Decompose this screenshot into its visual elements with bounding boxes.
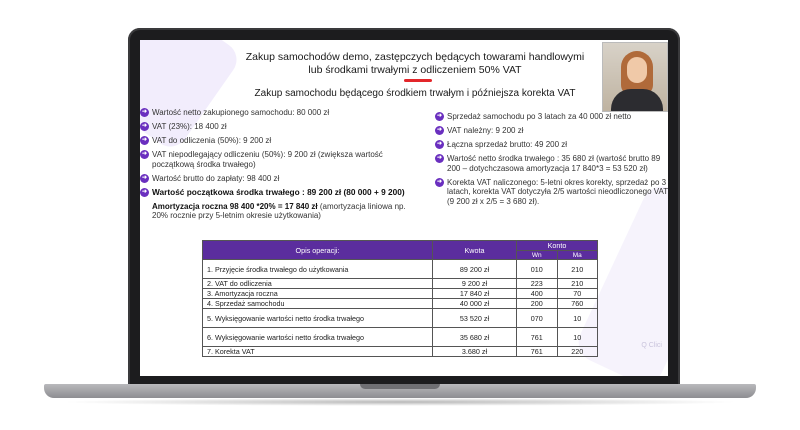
column-header-account: Konto	[517, 241, 598, 251]
cell-wn: 761	[517, 347, 558, 357]
arrow-bullet-icon: ➜	[436, 155, 443, 161]
arrow-bullet-icon: ➜	[141, 137, 148, 143]
cell-amount: 17 840 zł	[433, 289, 517, 299]
cell-amount: 40 000 zł	[433, 299, 517, 309]
cell-ma: 760	[557, 299, 598, 309]
table-row	[203, 279, 598, 289]
cell-ma: 210	[557, 260, 598, 279]
cell-ma: 220	[557, 347, 598, 357]
arrow-bullet-icon: ➜	[141, 188, 148, 195]
left-bullet-list	[140, 108, 422, 225]
list-item: ➜ VAT (23%): 18 400 zł	[141, 122, 227, 131]
cell-ma: 10	[557, 309, 598, 328]
cell-wn: 223	[517, 279, 558, 289]
laptop-notch	[360, 384, 440, 389]
cell-amount: 9 200 zł	[433, 279, 517, 289]
table-row	[203, 260, 598, 279]
arrow-bullet-icon: ➜	[436, 113, 443, 119]
column-header-amount: Kwota	[433, 241, 517, 260]
cell-ma: 70	[557, 289, 598, 299]
list-item: ➜ Sprzedaż samochodu po 3 latach za 40 000 zł netto	[436, 112, 632, 121]
watermark-logo: Q Clici	[641, 342, 662, 349]
list-item: ➜ Korekta VAT naliczonego: 5-letni okres korekty, sprzedaż po 3 latach, korekta VAT dotyczyła 2/5 wartości nieodliczonego VAT (9 200 zł x 2/5 = 3 680 zł).	[436, 177, 668, 206]
laptop-shadow	[60, 398, 740, 406]
table-row	[203, 309, 598, 328]
list-item: ➜ VAT do odliczenia (50%): 9 200 zł	[141, 136, 272, 145]
arrow-bullet-icon: ➜	[141, 174, 148, 181]
table-row	[203, 299, 598, 309]
cell-wn: 200	[517, 299, 558, 309]
list-item: ➜ Wartość netto zakupionego samochodu: 80 000 zł	[141, 108, 330, 117]
arrow-bullet-icon: ➜	[436, 178, 443, 185]
cell-amount: 3.680 zł	[433, 347, 517, 357]
cell-description: 3. Amortyzacja roczna	[203, 289, 433, 299]
right-bullet-list	[435, 112, 668, 211]
cell-wn: 761	[517, 328, 558, 347]
operations-table	[202, 240, 598, 357]
cell-description: 7. Korekta VAT	[203, 347, 433, 357]
cell-description: 4. Sprzedaż samochodu	[203, 299, 433, 309]
arrow-bullet-icon: ➜	[141, 151, 148, 157]
cell-wn: 010	[517, 260, 558, 279]
cell-description: 1. Przyjęcie środka trwałego do użytkowania	[203, 260, 433, 279]
list-item: ➜ Wartość brutto do zapłaty: 98 400 zł	[141, 173, 280, 183]
presenter-face	[627, 57, 647, 83]
slide-title-line1: Zakup samochodów demo, zastępczych będących towarami handlowymi	[245, 51, 585, 63]
webcam-video	[602, 42, 668, 112]
list-item: ➜ Łączna sprzedaż brutto: 49 200 zł	[436, 140, 568, 149]
slide-title-line2: lub środkami trwałymi z odliczeniem 50% VAT	[308, 64, 522, 76]
column-header-ma: Ma	[557, 251, 598, 260]
arrow-bullet-icon: ➜	[141, 109, 148, 115]
column-header-description: Opis operacji:	[203, 241, 433, 260]
cell-description: 5. Wyksięgowanie wartości netto środka trwałego	[203, 309, 433, 328]
arrow-bullet-icon: ➜	[436, 127, 443, 133]
arrow-bullet-icon: ➜	[436, 141, 443, 147]
list-item: ➜ Wartość netto środka trwałego : 35 680 zł (wartość brutto 89 200 – dotychczasowa amortyzacja 17 840*3 = 53 520 zł)	[436, 154, 661, 173]
slide-title	[240, 51, 590, 77]
list-item: ➜ Wartość początkowa środka trwałego : 89 200 zł (80 000 + 9 200)	[141, 186, 405, 197]
cell-ma: 210	[557, 279, 598, 289]
cell-amount: 35 680 zł	[433, 328, 517, 347]
table-row	[203, 328, 598, 347]
cell-ma: 10	[557, 328, 598, 347]
title-accent-bar	[404, 79, 432, 82]
cell-amount: 89 200 zł	[433, 260, 517, 279]
cell-description: 6. Wyksięgowanie wartości netto środka trwałego	[203, 328, 433, 347]
table-row	[203, 289, 598, 299]
list-item: ➜ VAT niepodlegający odliczeniu (50%): 9 200 zł (zwiększa wartość początkową środka trwałego)	[141, 150, 383, 169]
amortization-note: Amortyzacja roczna 98 400 *20% = 17 840 zł (amortyzacja liniowa np. 20% rocznie przy 5-letnim okresie użytkowania)	[152, 201, 406, 220]
table-row	[203, 347, 598, 357]
cell-description: 2. VAT do odliczenia	[203, 279, 433, 289]
cell-wn: 400	[517, 289, 558, 299]
presenter-body	[611, 89, 663, 112]
cell-amount: 53 520 zł	[433, 309, 517, 328]
presentation-slide	[140, 40, 668, 376]
column-header-wn: Wn	[517, 251, 558, 260]
arrow-bullet-icon: ➜	[141, 123, 148, 129]
list-item: ➜ VAT należny: 9 200 zł	[436, 126, 524, 135]
cell-wn: 070	[517, 309, 558, 328]
slide-subtitle: Zakup samochodu będącego środkiem trwałym i późniejsza korekta VAT	[254, 88, 576, 99]
